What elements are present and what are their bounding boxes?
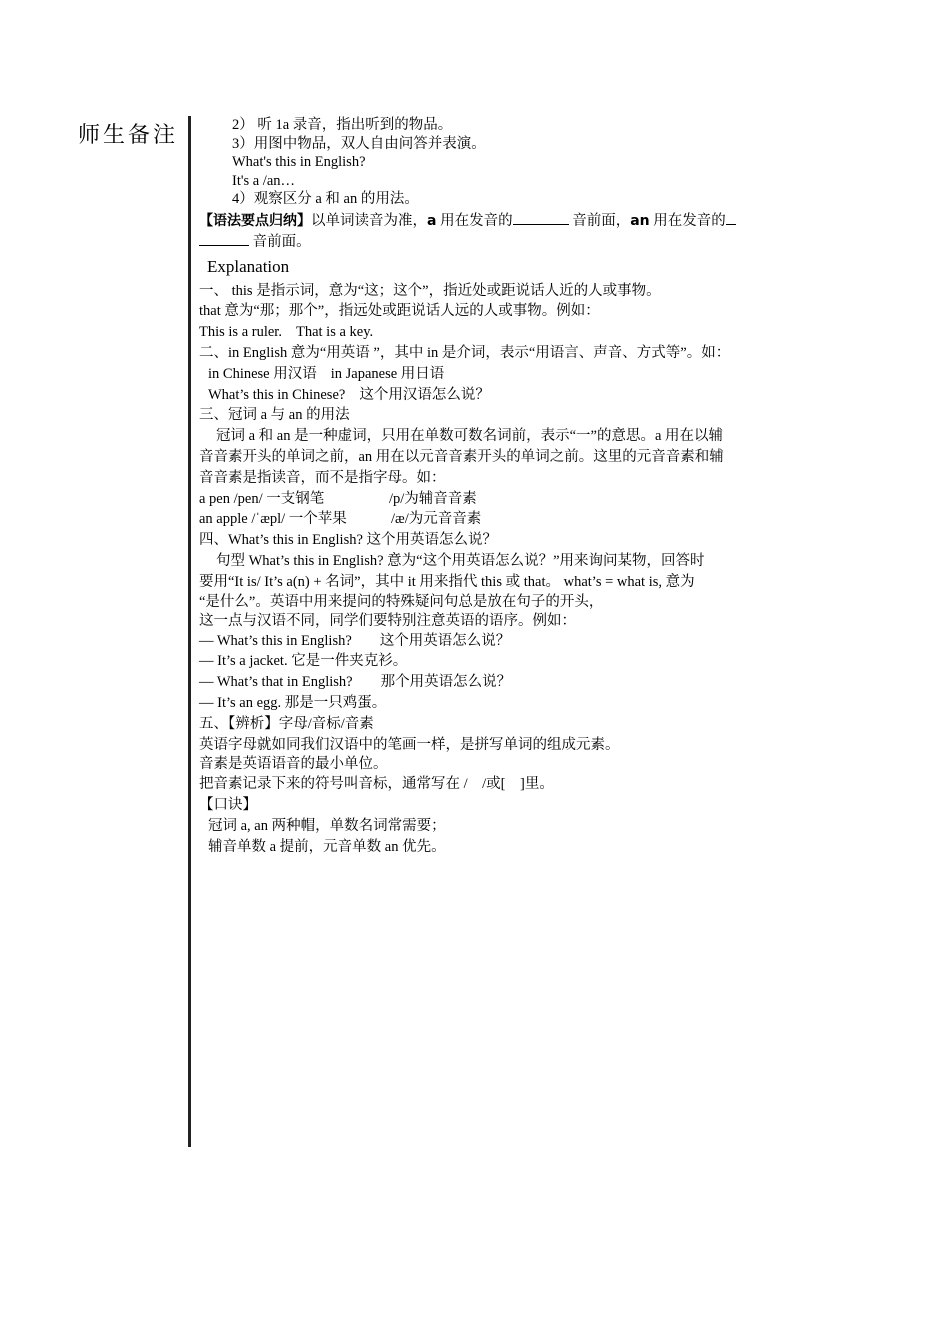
line-4: 二、in English 意为“用英语 ”，其中 in 是介词，表示“用语言、声音、方式等”。如： xyxy=(199,344,731,361)
line-17: 这一点与汉语不同，同学们要特别注意英语的语序。例如： xyxy=(199,612,576,629)
grammar-text-b: 用在发音的 xyxy=(436,212,513,229)
line-15: 要用“It is/ It’s a(n) + 名词”，其中 it 用来指代 this 或 that。 what’s = what is, 意为 xyxy=(199,573,695,590)
line-24: 音素是英语语音的最小单位。 xyxy=(199,756,388,773)
grammar-text-c: 音前面， xyxy=(568,212,631,229)
line-18 xyxy=(199,631,804,652)
explanation-title: Explanation xyxy=(207,256,290,276)
line-1: 一、 this 是指示词，意为“这；这个”，指近处或距说话人近的人或事物。 xyxy=(199,282,661,299)
line-25: 把音素记录下来的符号叫音标，通常写在 / /或[ ]里。 xyxy=(199,776,554,793)
line-13: 四、What’s this in English? 这个用英语怎么说？ xyxy=(199,532,498,549)
line-7: 三、冠词 a 与 an 的用法 xyxy=(199,407,350,424)
line-3 xyxy=(199,322,804,343)
step-answer: It's a /an… xyxy=(232,172,296,189)
line-12 xyxy=(199,509,804,530)
whats-this-chinese-cn: 这个用汉语怎么说？ xyxy=(359,386,490,403)
line-28: 辅音单数 a 提前，元音单数 an 优先。 xyxy=(208,838,446,855)
line-10: 音音素是指读音，而不是指字母。如： xyxy=(199,469,446,486)
line-8: 冠词 a 和 an 是一种虚词，只用在单数可数名词前，表示“一”的意思。a 用在以辅 xyxy=(216,428,724,445)
line-19: — It’s a jacket. 它是一件夹克衫。 xyxy=(199,653,408,670)
line-11 xyxy=(199,489,804,510)
grammar-summary xyxy=(199,211,804,232)
grammar-text-e: 音前面。 xyxy=(249,233,311,250)
grammar-text-a: 以单词读音为准， xyxy=(311,212,427,229)
side-note-label: 师生备注 xyxy=(78,123,179,148)
line-16: “是什么”。英语中用来提问的特殊疑问句总是放在句子的开头， xyxy=(199,593,604,610)
example-key: That is a key. xyxy=(295,324,374,341)
in-japanese: in Japanese 用日语 xyxy=(330,365,445,382)
example-apple: an apple /ˈæpl/ 一个苹果 xyxy=(199,511,347,528)
example-ruler: This is a ruler. xyxy=(199,324,282,341)
in-chinese: in Chinese 用汉语 xyxy=(208,365,317,382)
line-20 xyxy=(199,672,804,693)
example-pen-note: /p/为辅音音素 xyxy=(389,490,477,507)
dialog-q2: — What’s that in English? xyxy=(199,674,353,691)
dialog-q1: — What’s this in English? xyxy=(199,632,352,649)
line-5 xyxy=(199,364,804,385)
fill-blank-2-part[interactable] xyxy=(726,212,736,225)
example-apple-note: /æ/为元音音素 xyxy=(391,511,482,528)
step-2: 2） 听 1a 录音，指出听到的物品。 xyxy=(232,117,453,133)
fill-blank-2[interactable] xyxy=(199,233,249,246)
fill-blank-1[interactable] xyxy=(513,212,569,225)
line-2: that 意为“那；那个”，指远处或距说话人远的人或事物。例如： xyxy=(199,303,600,320)
lesson-content xyxy=(199,116,804,857)
grammar-a-word: a xyxy=(427,212,437,229)
grammar-an-word: an xyxy=(630,212,650,229)
whats-this-chinese: What’s this in Chinese? xyxy=(208,386,346,403)
line-14: 句型 What’s this in English? 意为“这个用英语怎么说？”用来询问某物，回答时 xyxy=(216,552,705,569)
example-pen: a pen /pen/ 一支钢笔 xyxy=(199,490,325,507)
step-question: What's this in English? xyxy=(232,154,366,171)
line-6 xyxy=(199,385,804,406)
dialog-q2-cn: 那个用英语怎么说？ xyxy=(380,674,512,691)
grammar-summary-cont xyxy=(199,232,804,253)
vertical-divider xyxy=(188,116,191,1147)
line-23: 英语字母就如同我们汉语中的笔画一样，是拼写单词的组成元素。 xyxy=(199,736,620,753)
step-3: 3）用图中物品，双人自由问答并表演。 xyxy=(232,135,486,152)
line-21: — It’s an egg. 那是一只鸡蛋。 xyxy=(199,694,387,711)
step-4: 4）观察区分 a 和 an 的用法。 xyxy=(232,191,419,208)
line-9: 音音素开头的单词之前，an 用在以元音音素开头的单词之前。这里的元音音素和辅 xyxy=(199,448,724,465)
line-22: 五、【辨析】字母/音标/音素 xyxy=(199,715,374,732)
grammar-tag: 【语法要点归纳】 xyxy=(199,212,311,229)
line-26: 【口诀】 xyxy=(199,797,257,814)
grammar-text-d: 用在发音的 xyxy=(649,212,726,229)
line-27: 冠词 a, an 两种帽，单数名词常需要； xyxy=(208,817,446,834)
dialog-q1-cn: 这个用英语怎么说？ xyxy=(379,632,511,649)
